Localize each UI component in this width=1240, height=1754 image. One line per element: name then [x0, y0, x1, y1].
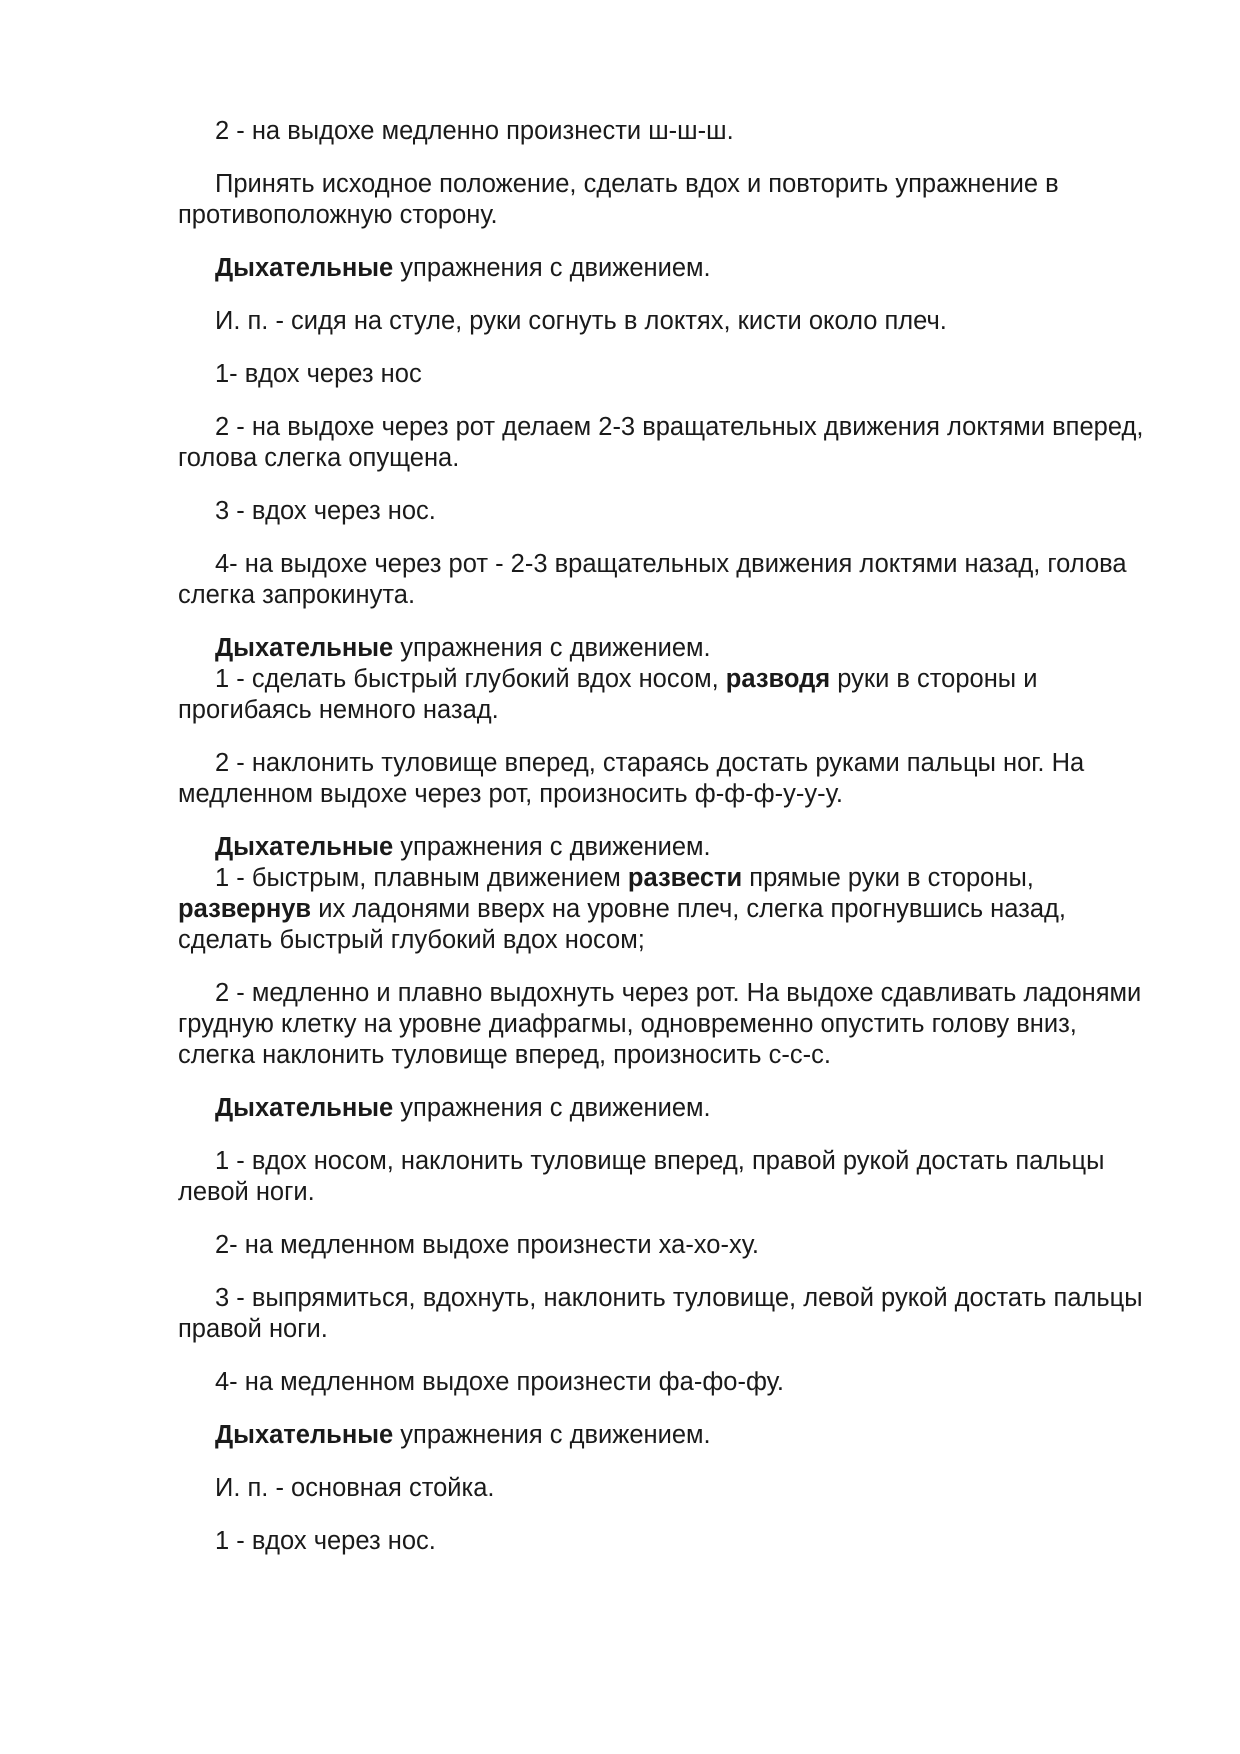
- text-segment: 1 - вдох через нос.: [215, 1527, 436, 1555]
- bold-text-segment: Дыхательные: [215, 634, 394, 662]
- document-paragraph: [178, 116, 1148, 147]
- text-segment: упражнения с движением.: [393, 833, 711, 861]
- text-segment: 1 - вдох носом, наклонить туловище вперед, правой рукой достать пальцы левой ноги.: [178, 1147, 1105, 1206]
- bold-text-segment: Дыхательные: [215, 254, 394, 282]
- document-paragraph: [178, 1146, 1148, 1208]
- text-segment: 1 - быстрым, плавным движением: [215, 864, 628, 892]
- text-segment: их ладонями вверх на уровне плеч, слегка прогнувшись назад, сделать быстрый глубокий вдох носом;: [178, 895, 1066, 954]
- document-paragraph: [178, 359, 1148, 390]
- text-segment: прямые руки в стороны,: [742, 864, 1034, 892]
- document-paragraph: [178, 863, 1148, 956]
- document-paragraph: [178, 832, 1148, 863]
- text-segment: 2 - медленно и плавно выдохнуть через рот. На выдохе сдавливать ладонями грудную клетку на уровне диафрагмы, одновременно опустить голову вниз, слегка наклонить туловище вперед, произносить с-с-с.: [178, 979, 1142, 1069]
- text-segment: 2 - наклонить туловище вперед, стараясь достать руками пальцы ног. На медленном выдохе через рот, произносить ф-ф-ф-у-у-у.: [178, 749, 1085, 808]
- text-segment: упражнения с движением.: [393, 1421, 711, 1449]
- document-paragraph: [178, 496, 1148, 527]
- text-segment: И. п. - сидя на стуле, руки согнуть в локтях, кисти около плеч.: [215, 307, 947, 335]
- text-segment: 4- на выдохе через рот - 2-3 вращательных движения локтями назад, голова слегка запрокинута.: [178, 550, 1127, 609]
- text-segment: 3 - выпрямиться, вдохнуть, наклонить туловище, левой рукой достать пальцы правой ноги.: [178, 1284, 1143, 1343]
- bold-text-segment: разводя: [725, 665, 831, 693]
- document-paragraph: [178, 169, 1148, 231]
- document-paragraph: [178, 253, 1148, 284]
- text-segment: упражнения с движением.: [393, 634, 711, 662]
- text-segment: 3 - вдох через нос.: [215, 497, 436, 525]
- document-paragraph: [178, 549, 1148, 611]
- document-page: [178, 116, 1148, 1579]
- bold-text-segment: Дыхательные: [215, 1421, 394, 1449]
- document-paragraph: [178, 1230, 1148, 1261]
- document-paragraph: [178, 1526, 1148, 1557]
- document-paragraph: [178, 412, 1148, 474]
- text-segment: упражнения с движением.: [393, 1094, 711, 1122]
- document-paragraph: [178, 1093, 1148, 1124]
- bold-text-segment: развести: [627, 864, 743, 892]
- text-segment: 2 - на выдохе медленно произнести ш-ш-ш.: [215, 117, 734, 145]
- text-segment: 2 - на выдохе через рот делаем 2-3 вращательных движения локтями вперед, голова слегка опущена.: [178, 413, 1144, 472]
- text-segment: руки в стороны и прогибаясь немного назад.: [178, 665, 1038, 724]
- bold-text-segment: Дыхательные: [215, 833, 394, 861]
- document-paragraph: [178, 1367, 1148, 1398]
- document-paragraph: [178, 306, 1148, 337]
- document-paragraph: [178, 748, 1148, 810]
- document-paragraph: [178, 1283, 1148, 1345]
- bold-text-segment: развернув: [178, 895, 312, 923]
- text-segment: 1- вдох через нос: [215, 360, 422, 388]
- text-segment: 4- на медленном выдохе произнести фа-фо-фу.: [215, 1368, 784, 1396]
- text-segment: И. п. - основная стойка.: [215, 1474, 495, 1502]
- text-segment: 2- на медленном выдохе произнести ха-хо-ху.: [215, 1231, 759, 1259]
- bold-text-segment: Дыхательные: [215, 1094, 394, 1122]
- text-segment: 1 - сделать быстрый глубокий вдох носом,: [215, 665, 726, 693]
- document-paragraph: [178, 978, 1148, 1071]
- document-paragraph: [178, 633, 1148, 664]
- text-segment: упражнения с движением.: [393, 254, 711, 282]
- document-paragraph: [178, 1473, 1148, 1504]
- text-segment: Принять исходное положение, сделать вдох и повторить упражнение в противоположную сторону.: [178, 170, 1059, 229]
- document-paragraph: [178, 664, 1148, 726]
- document-paragraph: [178, 1420, 1148, 1451]
